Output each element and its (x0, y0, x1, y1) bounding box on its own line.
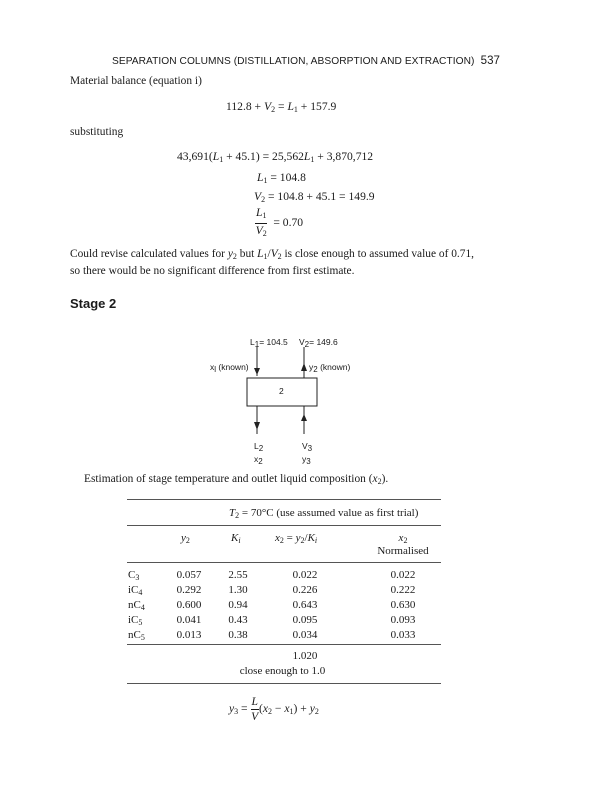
cell-y2: 0.013 (176, 629, 202, 641)
cell-norm: 0.022 (390, 569, 416, 581)
cell-y2: 0.041 (176, 614, 202, 626)
cell-x2: 0.022 (292, 569, 318, 581)
l2-flow-label: $L_2$ (254, 441, 264, 453)
ratio-result: $\frac{L_1}{V_2}$ = 0.70 (255, 206, 304, 238)
v3-flow-label: $V_3$ (302, 441, 313, 453)
cell-x2: 0.643 (292, 599, 318, 611)
running-header (112, 56, 500, 67)
l-over-v-fraction: $\frac{L}{V}$ (251, 695, 259, 723)
table-sum: 1.020 (292, 650, 318, 662)
table-sum-rule (127, 644, 441, 645)
cell-norm: 0.630 (390, 599, 416, 611)
running-title: SEPARATION COLUMNS (DISTILLATION, ABSORPTION AND EXTRACTION) (112, 56, 475, 67)
stage-diagram-lines (200, 330, 400, 470)
cell-norm: 0.033 (390, 629, 416, 641)
y2-known-label: $y_2$ (known) (309, 362, 351, 374)
cell-y2: 0.057 (176, 569, 202, 581)
l1-result: $L_1 = 104.8$ (257, 171, 306, 185)
table-title: $T_2 = 70^\circ C$ (use assumed value as first trial) (229, 507, 419, 520)
ratio-fraction: $\frac{L_1}{V_2}$ (255, 206, 267, 238)
table-top-rule (127, 499, 441, 500)
revision-remark: Could revise calculated values for $y_2$ but $L_1/V_2$ is close enough to assumed value of 0.71, so there would be no significant difference from first estimate. (70, 248, 474, 277)
x2-flow-label: $x_2$ (254, 454, 263, 466)
l1-flow-label: $L_1= 104.5$ (250, 337, 288, 349)
cell-y2: 0.600 (176, 599, 202, 611)
table-bottom-rule (127, 683, 441, 684)
col-header-y2: $y_2$ (181, 532, 190, 545)
cell-ki: 0.38 (228, 629, 248, 641)
vapour-outlet-arrow (301, 363, 307, 371)
cell-y2: 0.292 (176, 584, 202, 596)
component-name: $nC_5$ (128, 629, 145, 642)
cell-x2: 0.226 (292, 584, 318, 596)
component-name: $iC_4$ (128, 584, 143, 597)
x1-known-label: $x_l$ (known) (210, 362, 249, 374)
component-name: $C_3$ (128, 569, 140, 582)
table-sum-note: close enough to 1.0 (239, 665, 326, 677)
substituting-label: substituting (70, 126, 124, 138)
liquid-inlet-arrow (254, 368, 260, 375)
cell-x2: 0.034 (292, 629, 318, 641)
page-number: 537 (480, 55, 500, 67)
component-name: $nC_4$ (128, 599, 145, 612)
substitution-equation: $43,691(L_1 + 45.1) = 25,562L_1 + 3,870,712$ (177, 150, 374, 164)
vapour-inlet-arrow (301, 414, 307, 421)
col-header-x2-normalised: $x_2$ Normalised (377, 532, 429, 557)
cell-ki: 0.43 (228, 614, 248, 626)
operating-line-equation: $y_3$ = $\frac{L}{V}$ $(x_2 - x_1) + y_2$ (229, 695, 319, 723)
v2-result: $V_2 = 104.8 + 45.1 = 149.9$ (254, 190, 375, 204)
col-header-x2: $x_2 = y_2/K_i$ (275, 532, 318, 545)
balance-equation: $112.8 + V_2 = L_1 + 157.9$ (226, 100, 337, 114)
col-header-ki: $K_i$ (231, 532, 241, 545)
table-body-rule (127, 562, 441, 563)
stage-2-heading: Stage 2 (70, 296, 117, 311)
table-header-rule (127, 525, 441, 526)
y3-flow-label: $y_3$ (302, 454, 311, 466)
stage-number: 2 (279, 386, 284, 396)
v2-flow-label: $V_2= 149.6$ (299, 337, 338, 349)
cell-ki: 1.30 (228, 584, 248, 596)
cell-x2: 0.095 (292, 614, 318, 626)
cell-ki: 0.94 (228, 599, 248, 611)
liquid-outlet-arrow (254, 422, 260, 430)
cell-ki: 2.55 (228, 569, 248, 581)
cell-norm: 0.222 (390, 584, 416, 596)
material-balance-intro: Material balance (equation i) (70, 75, 202, 87)
cell-norm: 0.093 (390, 614, 416, 626)
component-name: $iC_5$ (128, 614, 143, 627)
estimation-text: Estimation of stage temperature and outlet liquid composition $(x_2)$. (84, 473, 389, 486)
